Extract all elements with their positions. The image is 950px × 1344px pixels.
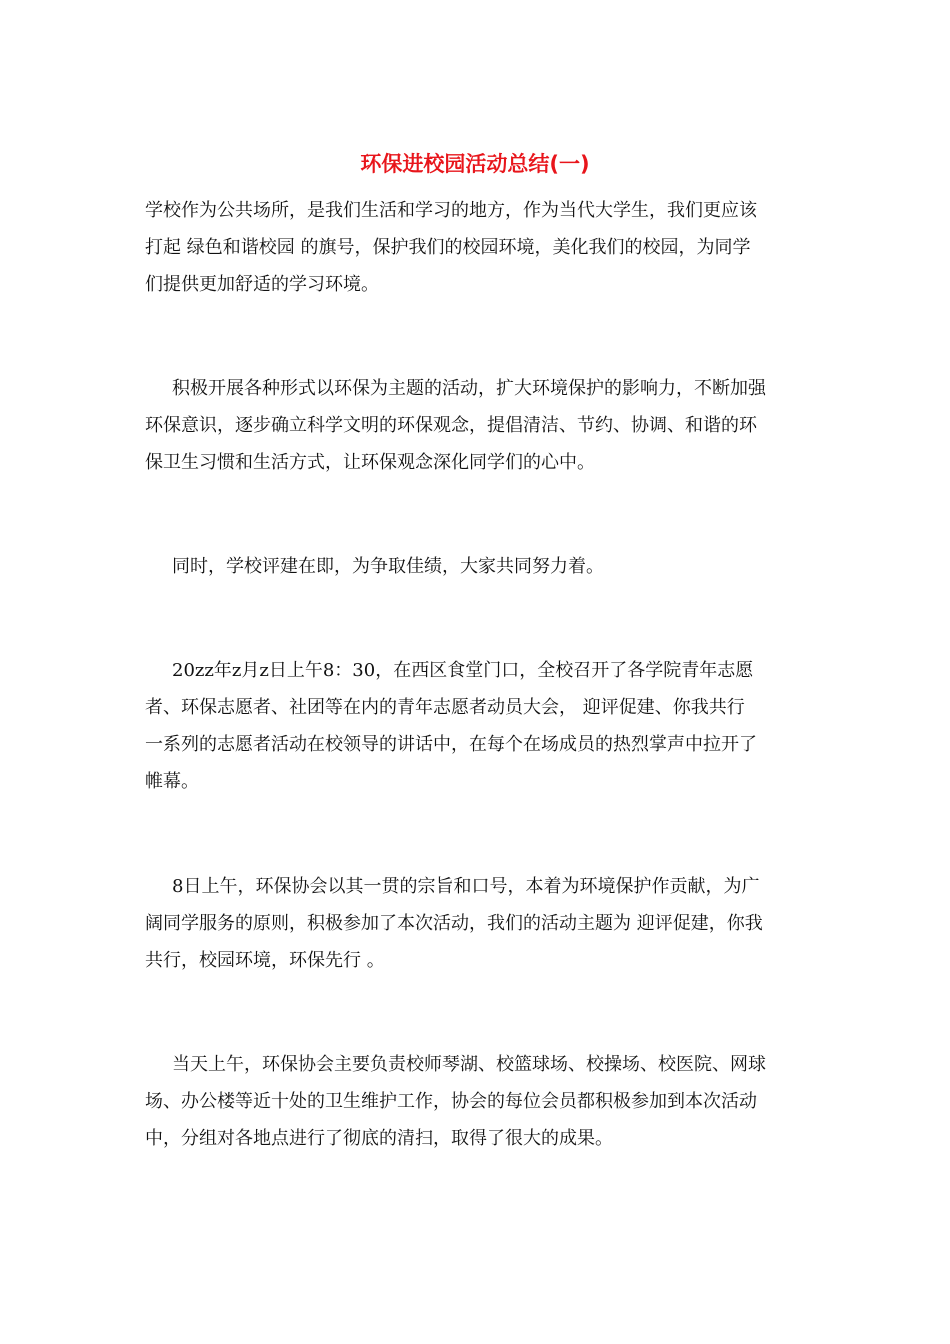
paragraph-line: 学校作为公共场所，是我们生活和学习的地方，作为当代大学生，我们更应该	[145, 200, 757, 221]
paragraph-line: 8日上午，环保协会以其一贯的宗旨和口号，本着为环境保护作贡献，为广	[172, 876, 760, 897]
paragraph-line: 20zz年z月z日上午8：30，在西区食堂门口，全校召开了各学院青年志愿	[172, 660, 754, 681]
paragraph-2	[145, 370, 810, 481]
paragraph-line: 当天上午，环保协会主要负责校师琴湖、校篮球场、校操场、校医院、网球	[172, 1054, 766, 1075]
paragraph-line: 阔同学服务的原则，积极参加了本次活动，我们的活动主题为 迎评促建，你我	[145, 913, 763, 934]
paragraph-6	[145, 1046, 810, 1157]
paragraph-line: 环保意识，逐步确立科学文明的环保观念，提倡清洁、节约、协调、和谐的环	[145, 415, 757, 436]
paragraph-line: 积极开展各种形式以环保为主题的活动，扩大环境保护的影响力，不断加强	[172, 378, 766, 399]
page-title: 环保进校园活动总结(一)	[360, 152, 590, 176]
paragraph-line: 共行，校园环境，环保先行 。	[145, 950, 385, 971]
paragraph-4	[145, 652, 810, 800]
paragraph-line: 中，分组对各地点进行了彻底的清扫，取得了很大的成果。	[145, 1128, 613, 1149]
paragraph-5	[145, 868, 810, 979]
paragraph-1	[145, 192, 810, 303]
paragraph-line: 同时，学校评建在即，为争取佳绩，大家共同努力着。	[172, 556, 604, 577]
paragraph-3	[145, 548, 810, 585]
paragraph-line: 者、环保志愿者、社团等在内的青年志愿者动员大会， 迎评促建、你我共行	[145, 697, 745, 718]
paragraph-line: 帷幕。	[145, 771, 199, 792]
paragraph-line: 场、办公楼等近十处的卫生维护工作，协会的每位会员都积极参加到本次活动	[145, 1091, 757, 1112]
paragraph-line: 保卫生习惯和生活方式，让环保观念深化同学们的心中。	[145, 452, 595, 473]
paragraph-line: 打起 绿色和谐校园 的旗号，保护我们的校园环境，美化我们的校园，为同学	[145, 237, 751, 258]
paragraph-line: 一系列的志愿者活动在校领导的讲话中，在每个在场成员的热烈掌声中拉开了	[145, 734, 757, 755]
paragraph-line: 们提供更加舒适的学习环境。	[145, 274, 379, 295]
